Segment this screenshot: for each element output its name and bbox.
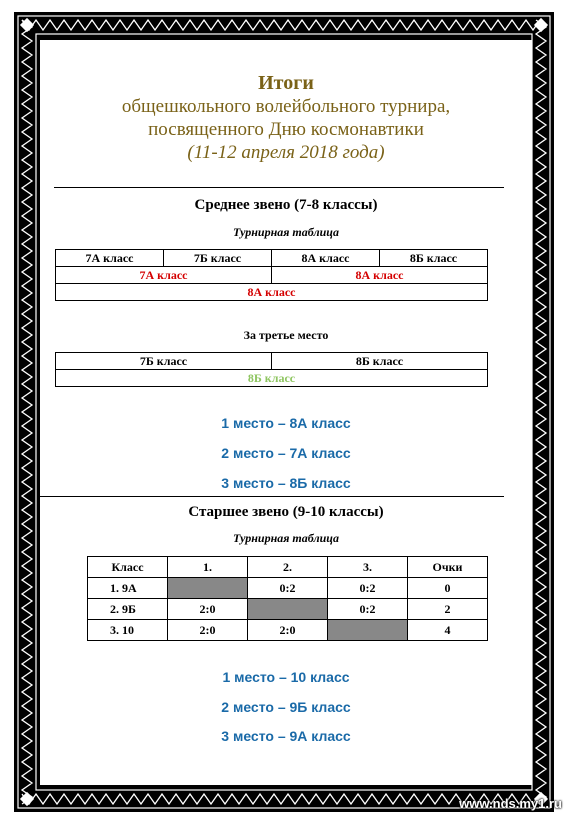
score-cell: 0:2: [328, 599, 408, 620]
bracket-final: [56, 284, 488, 301]
score-cell: 2:0: [168, 620, 248, 641]
score-cell: 0:2: [328, 578, 408, 599]
bracket-team: 7Б класс: [56, 353, 272, 370]
score-cell: 0:2: [248, 578, 328, 599]
middle-place-2: 2 место – 7А класс: [221, 445, 351, 461]
bracket-team: 8Б класс: [272, 353, 488, 370]
bracket-semifinal-winner: 7А класс: [56, 267, 272, 284]
score-cell: 2:0: [168, 599, 248, 620]
column-header: Очки: [408, 557, 488, 578]
empty-cell: [328, 620, 408, 641]
page-title: Итоги: [258, 72, 314, 94]
middle-heading: Среднее звено (7-8 классы): [194, 197, 378, 213]
third-final: [56, 370, 488, 387]
table-header-row: [88, 557, 488, 578]
bracket-team: 7А класс: [56, 250, 164, 267]
bracket-team: 8Б класс: [380, 250, 488, 267]
divider: [40, 496, 504, 497]
third-place-caption: За третье место: [243, 328, 329, 342]
bracket-semifinal-winner: 8А класс: [272, 267, 488, 284]
table-row: [88, 578, 488, 599]
subtitle-line-1: общешкольного волейбольного турнира,: [121, 96, 451, 117]
team-name: 3. 10: [88, 620, 168, 641]
senior-heading: Старшее звено (9-10 классы): [188, 504, 384, 520]
bracket-round-2: [56, 267, 488, 284]
third-place-winner: 8Б класс: [56, 370, 488, 387]
third-place-bracket: [55, 352, 488, 387]
middle-table-caption: Турнирная таблица: [233, 225, 339, 239]
middle-bracket: [55, 249, 488, 301]
bracket-round-1: [56, 250, 488, 267]
senior-place-3: 3 место – 9А класс: [221, 728, 351, 744]
column-header: 3.: [328, 557, 408, 578]
senior-place-2: 2 место – 9Б класс: [221, 699, 351, 715]
middle-place-3: 3 место – 8Б класс: [221, 475, 351, 491]
column-header: 2.: [248, 557, 328, 578]
table-row: [88, 599, 488, 620]
bracket-winner: 8А класс: [56, 284, 488, 301]
subtitle-line-2: посвященного Дню космонавтики: [148, 119, 424, 140]
site-watermark: www.nds.my1.ru: [459, 796, 562, 811]
third-round: [56, 353, 488, 370]
senior-results-table: [87, 556, 488, 641]
bracket-team: 8А класс: [272, 250, 380, 267]
score-cell: 2:0: [248, 620, 328, 641]
senior-table-caption: Турнирная таблица: [233, 531, 339, 545]
points-cell: 4: [408, 620, 488, 641]
table-row: [88, 620, 488, 641]
page-subtitle: [40, 95, 532, 141]
column-header: Класс: [88, 557, 168, 578]
middle-place-1: 1 место – 8А класс: [221, 415, 351, 431]
empty-cell: [248, 599, 328, 620]
divider: [54, 187, 504, 188]
points-cell: 0: [408, 578, 488, 599]
bracket-team: 7Б класс: [164, 250, 272, 267]
column-header: 1.: [168, 557, 248, 578]
team-name: 2. 9Б: [88, 599, 168, 620]
senior-place-1: 1 место – 10 класс: [222, 669, 350, 685]
empty-cell: [168, 578, 248, 599]
page: [40, 40, 532, 785]
points-cell: 2: [408, 599, 488, 620]
tournament-dates: (11-12 апреля 2018 года): [187, 142, 385, 163]
team-name: 1. 9А: [88, 578, 168, 599]
